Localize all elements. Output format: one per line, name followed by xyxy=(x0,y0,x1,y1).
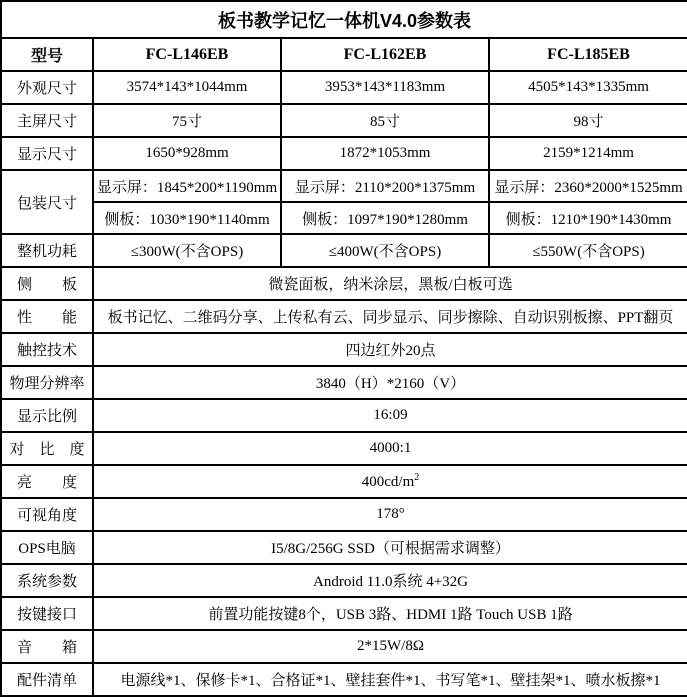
brightness-superscript: 2 xyxy=(414,472,420,483)
row-label-speaker: 音 箱 xyxy=(1,630,93,663)
speaker-value: 2*15W/8Ω xyxy=(93,630,687,663)
row-label-system-parameters: 系统参数 xyxy=(1,564,93,597)
aspect-ratio-value: 16:09 xyxy=(93,399,687,432)
appearance-size-value-3: 4505*143*1335mm xyxy=(489,71,687,104)
features-value: 板书记忆、二维码分享、上传私有云、同步显示、同步擦除、自动识别板擦、PPT翻页 xyxy=(93,300,687,333)
power-value-2: ≤400W(不含OPS) xyxy=(281,234,489,267)
physical-resolution-value: 3840（H）*2160（V） xyxy=(93,366,687,399)
ops-computer-value: I5/8G/256G SSD（可根据需求调整） xyxy=(93,531,687,564)
page-title: 板书教学记忆一体机V4.0参数表 xyxy=(1,1,687,38)
row-label-display-size: 显示尺寸 xyxy=(1,137,93,170)
row-label-packaging-size: 包装尺寸 xyxy=(1,170,93,234)
contrast-ratio-value: 4000:1 xyxy=(93,432,687,465)
row-label-appearance-size: 外观尺寸 xyxy=(1,71,93,104)
row-buttons-ports xyxy=(1,597,687,630)
row-brightness xyxy=(1,465,687,498)
main-screen-size-value-2: 85寸 xyxy=(281,104,489,137)
display-size-value-3: 2159*1214mm xyxy=(489,137,687,170)
row-speaker xyxy=(1,630,687,663)
appearance-size-value-1: 3574*143*1044mm xyxy=(93,71,281,104)
row-accessories xyxy=(1,663,687,696)
main-screen-size-value-3: 98寸 xyxy=(489,104,687,137)
row-physical-resolution xyxy=(1,366,687,399)
packaging-display-value-1: 显示屏：1845*200*1190mm xyxy=(93,170,281,202)
power-value-3: ≤550W(不含OPS) xyxy=(489,234,687,267)
title-row xyxy=(1,1,687,38)
row-system-parameters xyxy=(1,564,687,597)
row-label-power-consumption: 整机功耗 xyxy=(1,234,93,267)
main-screen-size-value-1: 75寸 xyxy=(93,104,281,137)
appearance-size-value-2: 3953*143*1183mm xyxy=(281,71,489,104)
accessories-value: 电源线*1、保修卡*1、合格证*1、壁挂套件*1、书写笔*1、壁挂架*1、喷水板擦*1 xyxy=(93,663,687,696)
model-name-2: FC-L162EB xyxy=(281,38,489,71)
row-label-main-screen-size: 主屏尺寸 xyxy=(1,104,93,137)
row-label-contrast-ratio: 对 比 度 xyxy=(1,432,93,465)
row-contrast-ratio xyxy=(1,432,687,465)
packaging-side-value-2: 侧板：1097*190*1280mm xyxy=(281,202,489,234)
row-aspect-ratio xyxy=(1,399,687,432)
packaging-side-value-1: 侧板：1030*190*1140mm xyxy=(93,202,281,234)
buttons-ports-value: 前置功能按键8个，USB 3路、HDMI 1路 Touch USB 1路 xyxy=(93,597,687,630)
row-label-ops-computer: OPS电脑 xyxy=(1,531,93,564)
packaging-display-value-2: 显示屏：2110*200*1375mm xyxy=(281,170,489,202)
row-features xyxy=(1,300,687,333)
row-label-touch-technology: 触控技术 xyxy=(1,333,93,366)
power-value-1: ≤300W(不含OPS) xyxy=(93,234,281,267)
packaging-display-value-3: 显示屏：2360*2000*1525mm xyxy=(489,170,687,202)
row-touch-technology xyxy=(1,333,687,366)
model-name-1: FC-L146EB xyxy=(93,38,281,71)
viewing-angle-value: 178° xyxy=(93,498,687,531)
row-display-size xyxy=(1,137,687,170)
row-main-screen-size xyxy=(1,104,687,137)
row-packaging-side xyxy=(1,202,687,234)
row-side-panel xyxy=(1,267,687,300)
display-size-value-2: 1872*1053mm xyxy=(281,137,489,170)
row-power-consumption xyxy=(1,234,687,267)
header-row-model xyxy=(1,38,687,71)
row-label-buttons-ports: 按键接口 xyxy=(1,597,93,630)
system-parameters-value: Android 11.0系统 4+32G xyxy=(93,564,687,597)
model-name-3: FC-L185EB xyxy=(489,38,687,71)
brightness-value: $400cd/m^2$ xyxy=(93,465,687,498)
side-panel-value: 微瓷面板，纳米涂层，黑板/白板可选 xyxy=(93,267,687,300)
row-label-features: 性 能 xyxy=(1,300,93,333)
row-viewing-angle xyxy=(1,498,687,531)
row-label-viewing-angle: 可视角度 xyxy=(1,498,93,531)
row-appearance-size xyxy=(1,71,687,104)
row-label-physical-resolution: 物理分辨率 xyxy=(1,366,93,399)
row-packaging-display xyxy=(1,170,687,202)
row-label-accessories: 配件清单 xyxy=(1,663,93,696)
display-size-value-1: 1650*928mm xyxy=(93,137,281,170)
row-label-side-panel: 侧 板 xyxy=(1,267,93,300)
header-label-model: 型号 xyxy=(1,38,93,71)
row-label-aspect-ratio: 显示比例 xyxy=(1,399,93,432)
packaging-side-value-3: 侧板：1210*190*1430mm xyxy=(489,202,687,234)
row-ops-computer xyxy=(1,531,687,564)
row-label-brightness: 亮 度 xyxy=(1,465,93,498)
touch-technology-value: 四边红外20点 xyxy=(93,333,687,366)
